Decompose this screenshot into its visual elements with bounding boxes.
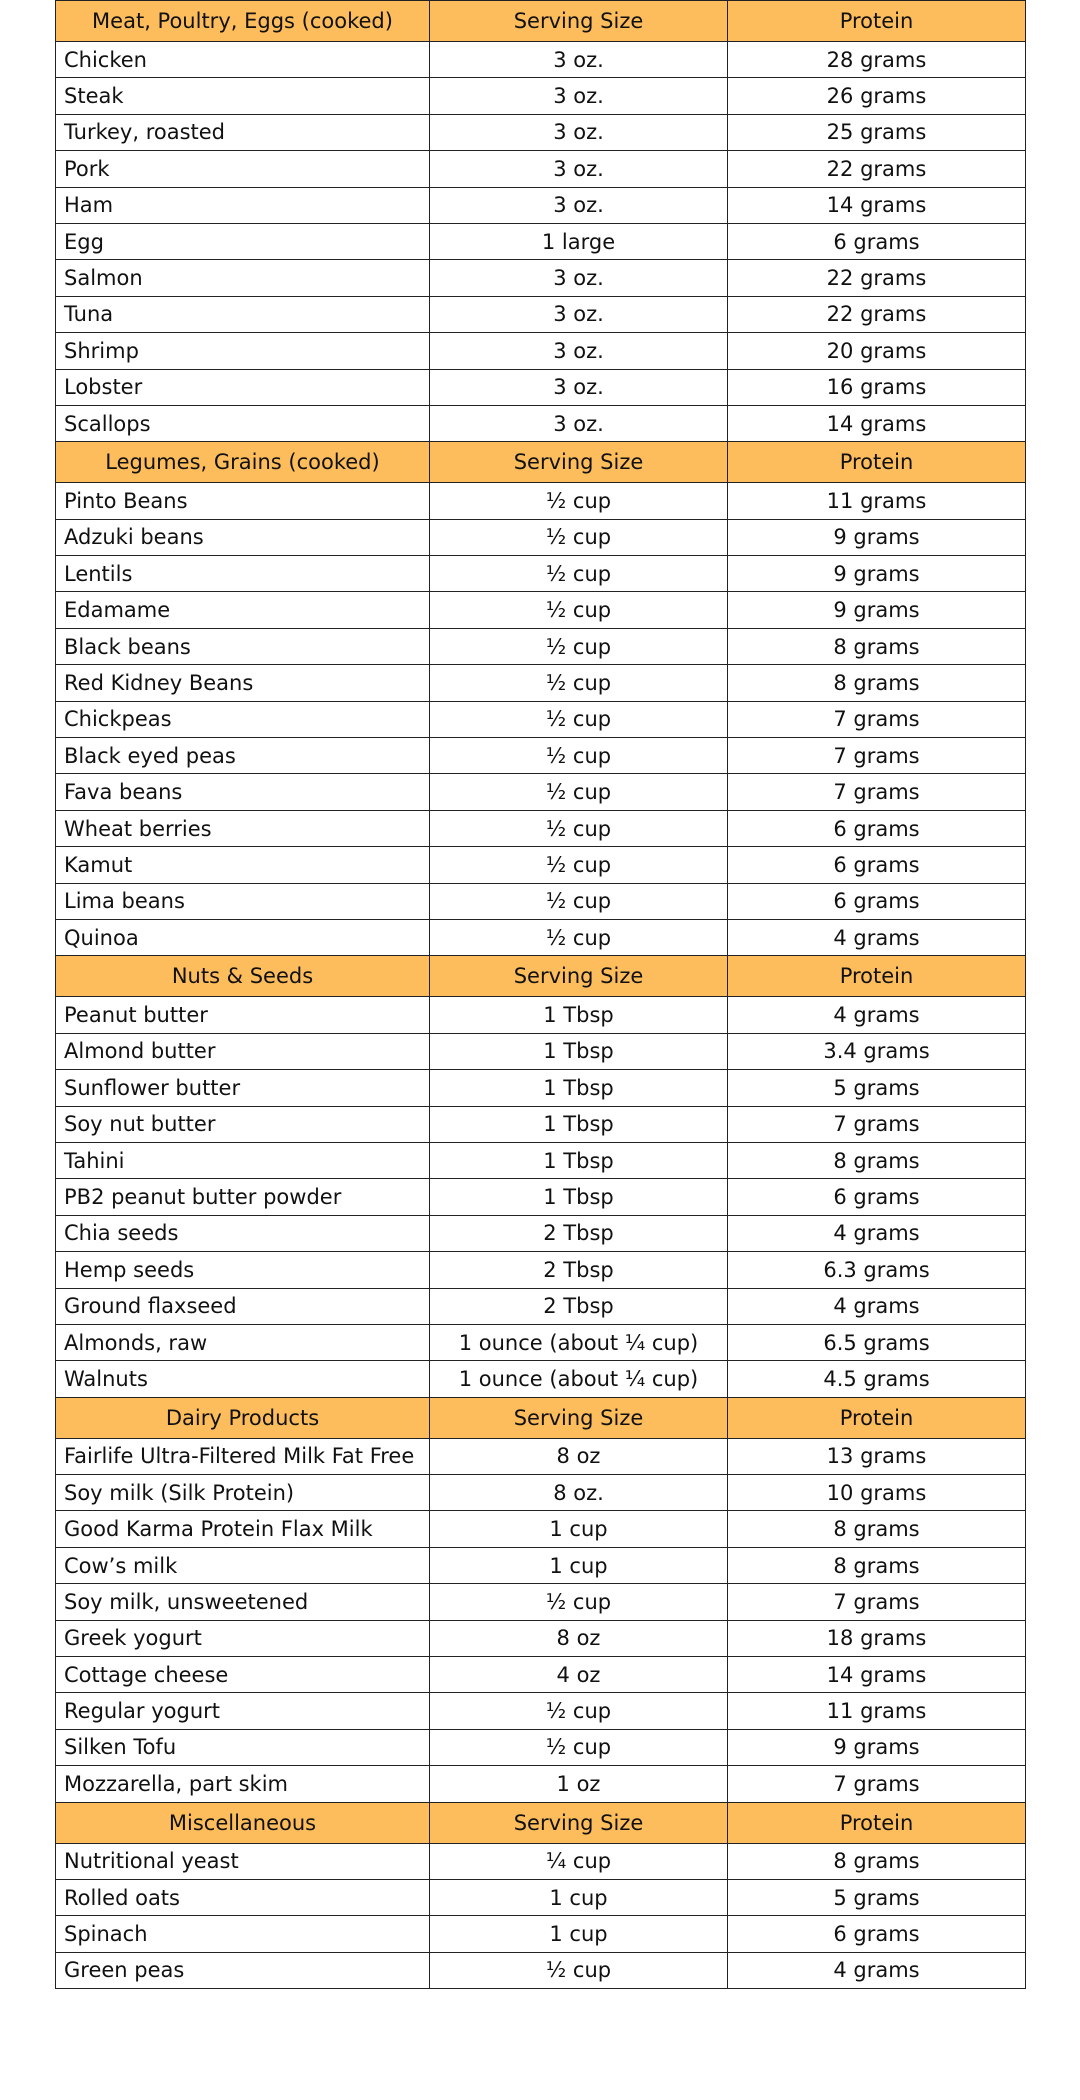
serving-size-header: Serving Size [430,1397,728,1438]
table-row [56,1324,1026,1360]
protein-header: Protein [728,442,1026,483]
serving-size: 3 oz. [430,114,728,150]
protein-amount: 8 grams [728,1511,1026,1547]
table-row [56,1916,1026,1952]
table-row [56,997,1026,1033]
table-row [56,78,1026,114]
food-name: Regular yogurt [56,1693,430,1729]
serving-size: ½ cup [430,810,728,846]
table-row [56,1729,1026,1765]
protein-amount: 20 grams [728,333,1026,369]
protein-amount: 6 grams [728,223,1026,259]
food-name: Pork [56,151,430,187]
food-name: Shrimp [56,333,430,369]
protein-amount: 9 grams [728,556,1026,592]
protein-amount: 14 grams [728,1657,1026,1693]
table-row [56,1142,1026,1178]
food-name: Black beans [56,628,430,664]
food-name: Ham [56,187,430,223]
protein-amount: 18 grams [728,1620,1026,1656]
food-name: Spinach [56,1916,430,1952]
food-name: Lobster [56,369,430,405]
food-name: Fairlife Ultra-Filtered Milk Fat Free [56,1438,430,1474]
table-row [56,738,1026,774]
serving-size: ½ cup [430,665,728,701]
table-row [56,405,1026,441]
serving-size: 1 Tbsp [430,1033,728,1069]
protein-amount: 6.3 grams [728,1252,1026,1288]
serving-size-header: Serving Size [430,1,728,42]
food-name: Hemp seeds [56,1252,430,1288]
serving-size: 8 oz [430,1620,728,1656]
serving-size: 1 cup [430,1511,728,1547]
food-name: Rolled oats [56,1879,430,1915]
protein-amount: 6 grams [728,847,1026,883]
section-title: Meat, Poultry, Eggs (cooked) [56,1,430,42]
table-row [56,1547,1026,1583]
food-name: Chicken [56,42,430,78]
section-title: Dairy Products [56,1397,430,1438]
food-name: Soy milk (Silk Protein) [56,1475,430,1511]
serving-size: 1 oz [430,1766,728,1802]
protein-amount: 7 grams [728,774,1026,810]
protein-amount: 9 grams [728,592,1026,628]
protein-amount: 9 grams [728,1729,1026,1765]
serving-size: 3 oz. [430,260,728,296]
table-row [56,1766,1026,1802]
food-name: Steak [56,78,430,114]
protein-amount: 4 grams [728,1215,1026,1251]
table-row [56,1693,1026,1729]
food-name: Almond butter [56,1033,430,1069]
protein-amount: 3.4 grams [728,1033,1026,1069]
section-header-nuts-seeds [56,956,1026,997]
table-row [56,701,1026,737]
food-name: Red Kidney Beans [56,665,430,701]
food-name: Mozzarella, part skim [56,1766,430,1802]
serving-size: 1 ounce (about ¼ cup) [430,1361,728,1397]
food-name: Fava beans [56,774,430,810]
serving-size: ½ cup [430,1584,728,1620]
serving-size: ½ cup [430,628,728,664]
serving-size: 3 oz. [430,333,728,369]
protein-table [55,0,1026,1989]
food-name: Sunflower butter [56,1070,430,1106]
table-row [56,592,1026,628]
protein-header: Protein [728,1,1026,42]
section-header-meat-poultry-eggs-cooked [56,1,1026,42]
protein-amount: 4 grams [728,1288,1026,1324]
food-name: Nutritional yeast [56,1843,430,1879]
serving-size: ½ cup [430,883,728,919]
serving-size: ½ cup [430,1729,728,1765]
table-row [56,883,1026,919]
table-row [56,665,1026,701]
protein-amount: 28 grams [728,42,1026,78]
serving-size: 1 Tbsp [430,997,728,1033]
food-name: Egg [56,223,430,259]
serving-size: ½ cup [430,1693,728,1729]
table-body [56,1,1026,1989]
food-name: Cottage cheese [56,1657,430,1693]
food-name: Turkey, roasted [56,114,430,150]
table-row [56,1511,1026,1547]
protein-amount: 6 grams [728,883,1026,919]
protein-amount: 7 grams [728,1106,1026,1142]
food-name: Scallops [56,405,430,441]
protein-amount: 7 grams [728,1766,1026,1802]
food-name: Lima beans [56,883,430,919]
protein-header: Protein [728,956,1026,997]
protein-amount: 13 grams [728,1438,1026,1474]
table-row [56,1106,1026,1142]
food-name: Soy nut butter [56,1106,430,1142]
protein-header: Protein [728,1397,1026,1438]
section-header-dairy-products [56,1397,1026,1438]
protein-amount: 14 grams [728,405,1026,441]
section-title: Miscellaneous [56,1802,430,1843]
protein-amount: 11 grams [728,483,1026,519]
table-row [56,369,1026,405]
table-row [56,1215,1026,1251]
serving-size: ½ cup [430,847,728,883]
protein-amount: 4 grams [728,1952,1026,1988]
protein-amount: 8 grams [728,628,1026,664]
protein-amount: 26 grams [728,78,1026,114]
food-name: Green peas [56,1952,430,1988]
protein-amount: 10 grams [728,1475,1026,1511]
table-row [56,1438,1026,1474]
protein-amount: 6 grams [728,1916,1026,1952]
serving-size: ½ cup [430,483,728,519]
section-title: Legumes, Grains (cooked) [56,442,430,483]
food-name: Soy milk, unsweetened [56,1584,430,1620]
serving-size: 1 Tbsp [430,1179,728,1215]
table-row [56,1475,1026,1511]
table-row [56,1070,1026,1106]
serving-size: 3 oz. [430,405,728,441]
serving-size: 3 oz. [430,78,728,114]
table-row [56,223,1026,259]
food-name: Ground flaxseed [56,1288,430,1324]
protein-amount: 8 grams [728,1843,1026,1879]
serving-size: 4 oz [430,1657,728,1693]
food-name: Black eyed peas [56,738,430,774]
food-name: Cow’s milk [56,1547,430,1583]
table-row [56,1361,1026,1397]
protein-amount: 9 grams [728,519,1026,555]
food-name: Greek yogurt [56,1620,430,1656]
table-row [56,774,1026,810]
protein-amount: 8 grams [728,1547,1026,1583]
serving-size: 1 Tbsp [430,1070,728,1106]
food-name: Walnuts [56,1361,430,1397]
protein-header: Protein [728,1802,1026,1843]
table-row [56,483,1026,519]
table-row [56,847,1026,883]
food-name: Lentils [56,556,430,592]
protein-amount: 11 grams [728,1693,1026,1729]
serving-size-header: Serving Size [430,442,728,483]
serving-size: 8 oz [430,1438,728,1474]
table-row [56,810,1026,846]
serving-size: 1 cup [430,1879,728,1915]
food-name: Edamame [56,592,430,628]
section-header-miscellaneous [56,1802,1026,1843]
protein-amount: 7 grams [728,738,1026,774]
protein-amount: 8 grams [728,1142,1026,1178]
serving-size: 3 oz. [430,369,728,405]
table-row [56,1657,1026,1693]
serving-size: 3 oz. [430,187,728,223]
table-row [56,628,1026,664]
serving-size: ½ cup [430,592,728,628]
serving-size: ¼ cup [430,1843,728,1879]
food-name: Wheat berries [56,810,430,846]
table-row [56,1843,1026,1879]
serving-size: 2 Tbsp [430,1288,728,1324]
food-name: Pinto Beans [56,483,430,519]
protein-amount: 25 grams [728,114,1026,150]
table-row [56,556,1026,592]
protein-amount: 22 grams [728,260,1026,296]
table-row [56,1252,1026,1288]
protein-amount: 6.5 grams [728,1324,1026,1360]
table-row [56,919,1026,955]
food-name: Kamut [56,847,430,883]
food-name: Tuna [56,296,430,332]
table-row [56,260,1026,296]
table-row [56,296,1026,332]
table-row [56,1033,1026,1069]
protein-amount: 4.5 grams [728,1361,1026,1397]
serving-size: 1 Tbsp [430,1106,728,1142]
food-name: PB2 peanut butter powder [56,1179,430,1215]
table-row [56,1288,1026,1324]
serving-size: ½ cup [430,738,728,774]
serving-size: 1 cup [430,1547,728,1583]
food-name: Chia seeds [56,1215,430,1251]
protein-amount: 7 grams [728,701,1026,737]
protein-amount: 14 grams [728,187,1026,223]
serving-size: 1 Tbsp [430,1142,728,1178]
protein-amount: 5 grams [728,1879,1026,1915]
food-name: Tahini [56,1142,430,1178]
serving-size: ½ cup [430,701,728,737]
table-row [56,187,1026,223]
serving-size: 1 cup [430,1916,728,1952]
protein-amount: 4 grams [728,997,1026,1033]
table-row [56,42,1026,78]
table-row [56,519,1026,555]
serving-size: ½ cup [430,774,728,810]
table-row [56,1179,1026,1215]
protein-amount: 6 grams [728,1179,1026,1215]
food-name: Good Karma Protein Flax Milk [56,1511,430,1547]
food-name: Adzuki beans [56,519,430,555]
table-row [56,1620,1026,1656]
food-name: Peanut butter [56,997,430,1033]
food-name: Quinoa [56,919,430,955]
table-row [56,114,1026,150]
protein-amount: 22 grams [728,151,1026,187]
serving-size: 2 Tbsp [430,1252,728,1288]
food-name: Salmon [56,260,430,296]
food-name: Almonds, raw [56,1324,430,1360]
serving-size: 3 oz. [430,42,728,78]
section-title: Nuts & Seeds [56,956,430,997]
protein-amount: 4 grams [728,919,1026,955]
protein-amount: 7 grams [728,1584,1026,1620]
protein-amount: 8 grams [728,665,1026,701]
table-row [56,1952,1026,1988]
serving-size-header: Serving Size [430,956,728,997]
food-name: Chickpeas [56,701,430,737]
serving-size: ½ cup [430,556,728,592]
table-row [56,1584,1026,1620]
protein-amount: 6 grams [728,810,1026,846]
table-row [56,1879,1026,1915]
serving-size: ½ cup [430,1952,728,1988]
serving-size: 8 oz. [430,1475,728,1511]
protein-amount: 5 grams [728,1070,1026,1106]
serving-size: 2 Tbsp [430,1215,728,1251]
protein-amount: 16 grams [728,369,1026,405]
serving-size: 3 oz. [430,151,728,187]
protein-amount: 22 grams [728,296,1026,332]
section-header-legumes-grains-cooked [56,442,1026,483]
serving-size: ½ cup [430,919,728,955]
serving-size: ½ cup [430,519,728,555]
serving-size-header: Serving Size [430,1802,728,1843]
serving-size: 1 ounce (about ¼ cup) [430,1324,728,1360]
table-row [56,151,1026,187]
table-row [56,333,1026,369]
serving-size: 3 oz. [430,296,728,332]
serving-size: 1 large [430,223,728,259]
food-name: Silken Tofu [56,1729,430,1765]
